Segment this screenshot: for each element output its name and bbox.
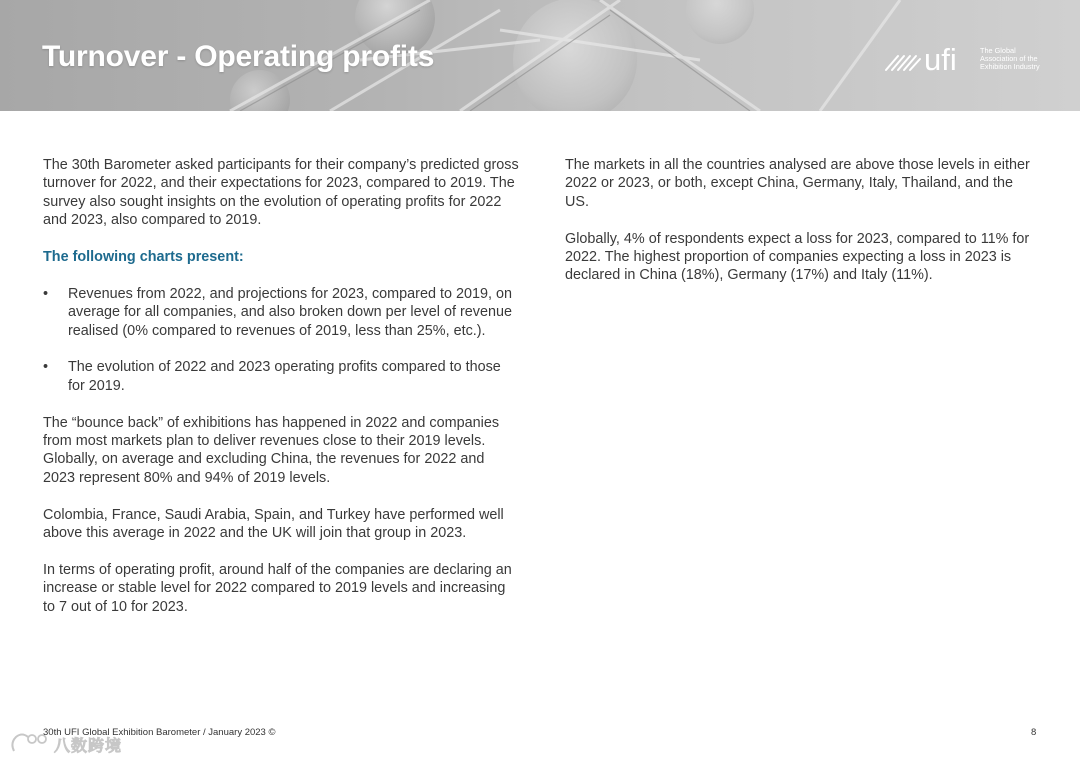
- logo-tagline-line: The Global: [980, 46, 1016, 55]
- logo-tagline-line: Association of the: [980, 54, 1038, 63]
- bullet-icon: •: [43, 285, 49, 302]
- markets-paragraph: The markets in all the countries analysed are above those levels in either 2022 or 2023, or both, except China, Germany, Italy, Thailand, and the US.: [565, 157, 1030, 210]
- charts-bullet-list: [43, 285, 519, 395]
- charts-subheading: The following charts present:: [43, 249, 244, 266]
- watermark-logo-icon: [8, 731, 52, 755]
- bullet-item: [43, 285, 519, 340]
- bullet-text: The evolution of 2022 and 2023 operating profits compared to those for 2019.: [68, 359, 501, 394]
- header-banner: [0, 0, 1080, 111]
- page-number: 8: [1031, 727, 1037, 738]
- operating-profit-paragraph: In terms of operating profit, around half of the companies are declaring an increase or stable level for 2022 compared to 2019 levels and increasing to 7 out of 10 for 2023.: [43, 561, 512, 615]
- countries-paragraph: Colombia, France, Saudi Arabia, Spain, and Turkey have performed well above this average in 2022 and the UK will join that group in 2023.: [43, 506, 504, 542]
- watermark: [8, 731, 148, 755]
- left-text-column: [43, 156, 519, 634]
- ufi-logo-mark: [884, 42, 976, 76]
- bullet-item: [43, 358, 519, 395]
- watermark-text: 八数跨境: [54, 738, 123, 755]
- svg-text:ufi: ufi: [924, 42, 957, 76]
- footer-source: 30th UFI Global Exhibition Barometer / January 2023 ©: [43, 727, 276, 738]
- page-title: Turnover - Operating profits: [42, 40, 435, 73]
- intro-paragraph: The 30th Barometer asked participants for their company’s predicted gross turnover for 2022, and their expectations for 2023, compared to 2019. The survey also sought insights on the evolution of operating profits for 2022 and 2023, also compared to 2019.: [43, 157, 519, 229]
- logo-tagline-line: Exhibition Industry: [980, 62, 1040, 71]
- ufi-logo-tagline: [980, 47, 1052, 71]
- ufi-logo: [884, 42, 1054, 76]
- right-text-column: [565, 156, 1040, 303]
- loss-paragraph: Globally, 4% of respondents expect a loss for 2023, compared to 11% for 2022. The highest proportion of companies expecting a loss in 2023 is declared in China (18%), Germany (17%) and Italy (11%).: [565, 230, 1030, 284]
- bounce-back-paragraph: The “bounce back” of exhibitions has happened in 2022 and companies from most markets plan to deliver revenues close to their 2019 levels. Globally, on average and excluding China, the revenues for 2022 and 2023 represent 80% and 94% of 2019 levels.: [43, 414, 500, 486]
- bullet-icon: •: [43, 359, 49, 376]
- bullet-text: Revenues from 2022, and projections for 2023, compared to 2019, on average for all companies, and also broken down per level of revenue realised (0% compared to revenues of 2019, less than 25%, etc.).: [68, 285, 512, 339]
